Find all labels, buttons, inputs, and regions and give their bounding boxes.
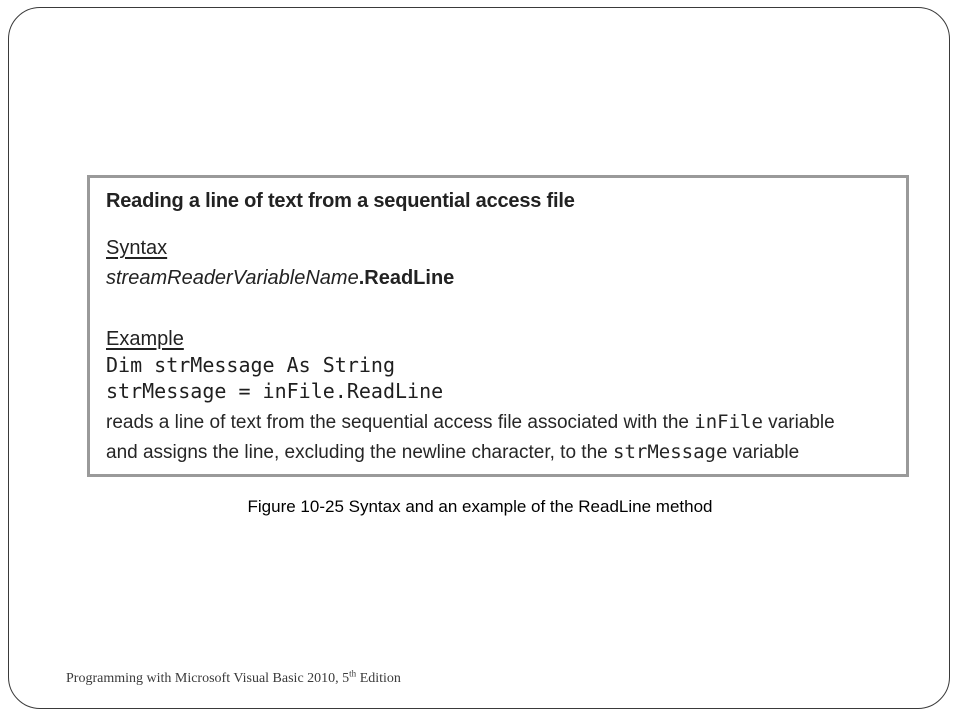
description-line-2-text: and assigns the line, excluding the newline character, to the xyxy=(106,442,613,463)
description-line-1-code: inFile xyxy=(694,411,763,433)
code-line-readline: strMessage = inFile.ReadLine xyxy=(106,379,444,403)
figure-caption xyxy=(0,497,960,517)
footer-superscript: th xyxy=(349,668,357,679)
figure-box xyxy=(87,175,909,477)
figure-box-title: Reading a line of text from a sequential access file xyxy=(106,190,575,212)
description-line-1 xyxy=(106,411,835,434)
figure-caption-text: Figure 10-25 Syntax and an example of the ReadLine method xyxy=(247,497,713,516)
description-line-2 xyxy=(106,441,799,464)
syntax-variable: streamReaderVariableName xyxy=(106,267,359,289)
code-line-dim: Dim strMessage As String xyxy=(106,353,395,377)
footer-text: Programming with Microsoft Visual Basic 2010, 5 xyxy=(66,671,350,686)
description-line-2-code: strMessage xyxy=(613,441,728,463)
description-line-1-text: reads a line of text from the sequential access file associated with the xyxy=(106,412,695,433)
syntax-method: .ReadLine xyxy=(358,267,455,289)
description-line-1-suffix: variable xyxy=(762,412,835,433)
slide-footer xyxy=(66,668,401,687)
example-heading: Example xyxy=(106,328,184,350)
description-line-2-suffix: variable xyxy=(727,442,800,463)
syntax-line xyxy=(106,267,454,290)
footer-edition: Edition xyxy=(356,671,401,686)
syntax-heading: Syntax xyxy=(106,237,168,259)
